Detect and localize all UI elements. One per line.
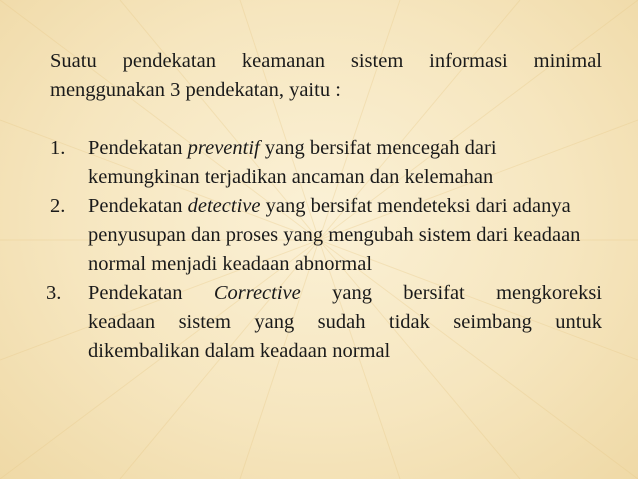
list-item-detective — [50, 192, 602, 279]
list-number: 1. — [50, 137, 66, 159]
item-term: Corrective — [213, 282, 301, 304]
item-prefix: Pendekatan — [88, 137, 188, 159]
item-line-2: keadaan sistem yang sudah tidak seimbang untuk — [88, 311, 602, 333]
slide-body — [46, 47, 602, 366]
list-item-preventif — [50, 134, 602, 192]
list-number: 3. — [46, 282, 62, 304]
list-item-corrective — [46, 279, 602, 366]
item-line-3: dikembalikan dalam keadaan normal — [88, 340, 391, 362]
item-prefix: Pendekatan — [88, 282, 214, 304]
item-term: detective — [187, 195, 261, 217]
intro-line-1: Suatu pendekatan keamanan sistem informasi minimal — [50, 50, 602, 72]
item-suffix-1: yang bersifat mengkoreksi — [300, 282, 602, 304]
intro-paragraph — [50, 47, 602, 105]
item-suffix: yang bersifat mencegah dari kemungkinan terjadikan ancaman dan kelemahan — [88, 137, 497, 188]
item-line-1 — [88, 279, 602, 308]
intro-line-2: menggunakan 3 pendekatan, yaitu : — [50, 79, 341, 101]
item-prefix: Pendekatan — [88, 195, 188, 217]
item-suffix: yang bersifat mendeteksi dari adanya penyusupan dan proses yang mengubah sistem dari keadaan normal menjadi keadaan abnormal — [88, 195, 581, 275]
item-term: preventif — [187, 137, 260, 159]
list-number: 2. — [50, 195, 66, 217]
